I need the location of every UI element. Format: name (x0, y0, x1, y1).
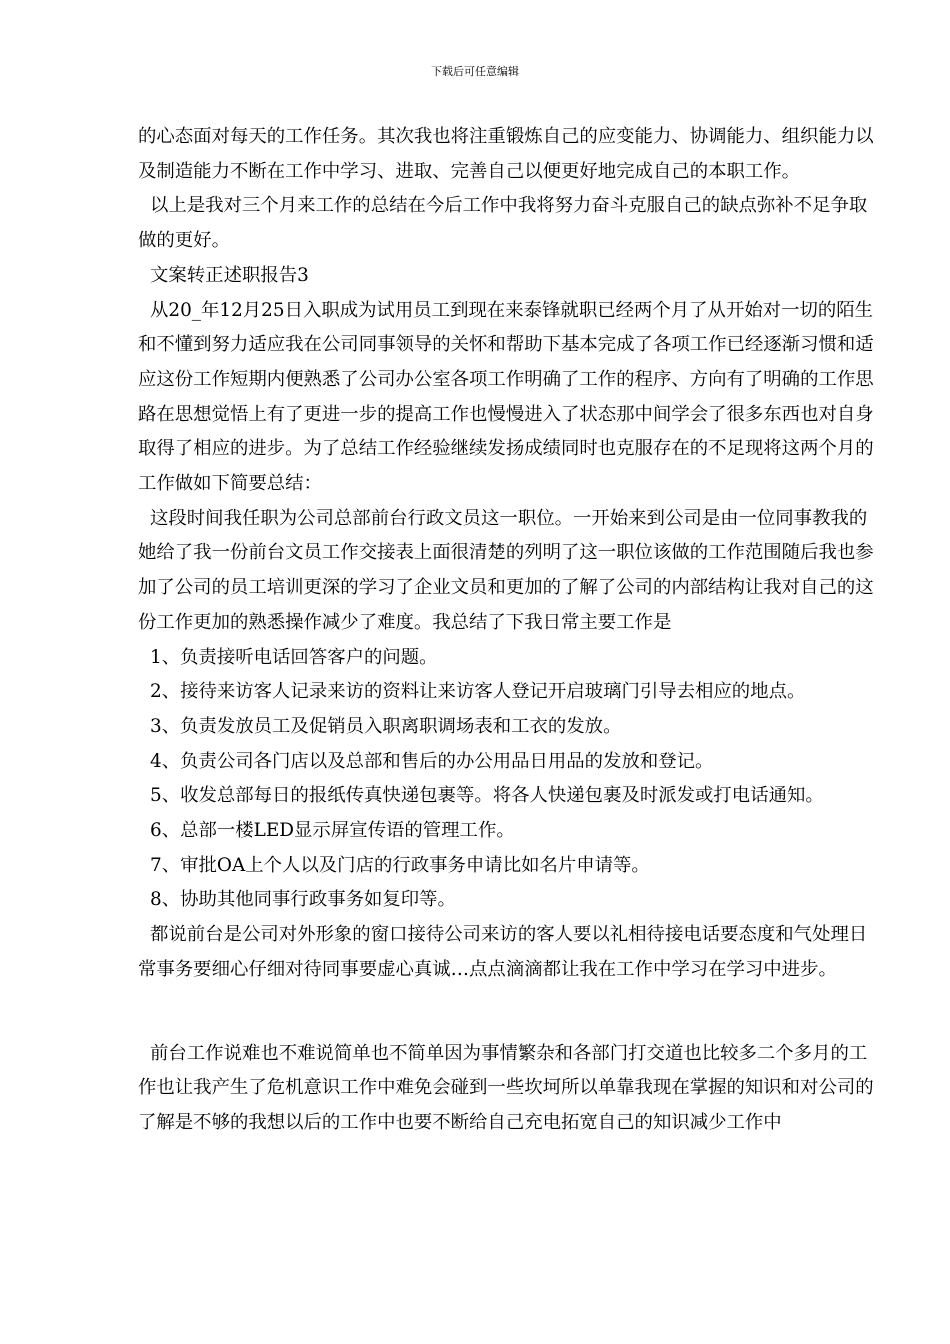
paragraph-spacer (138, 988, 884, 1037)
paragraph-role: 这段时间我任职为公司总部前台行政文员这一职位。一开始来到公司是由一位同事教我的她给了我一份前台文员工作交接表上面很清楚的列明了这一职位该做的工作范围随后我也参加了公司的员工培训更深的学习了企业文员和更加的了解了公司的内部结构让我对自己的这份工作更加的熟悉操作减少了难度。我总结了下我日常主要工作是 (138, 507, 874, 633)
paragraph-continuation: 的心态面对每天的工作任务。其次我也将注重锻炼自己的应变能力、协调能力、组织能力以及制造能力不断在工作中学习、进取、完善自己以便更好地完成自己的本职工作。 (138, 126, 874, 182)
document-body (138, 120, 884, 1141)
section-heading: 文案转正述职报告3 (150, 264, 309, 286)
list-item: 6、总部一楼LED显示屏宣传语的管理工作。 (150, 820, 515, 842)
list-item: 8、协助其他同事行政事务如复印等。 (150, 889, 456, 911)
list-item: 4、负责公司各门店以及总部和售后的办公用品日用品的发放和登记。 (150, 750, 714, 772)
paragraph-front-desk: 都说前台是公司对外形象的窗口接待公司来访的客人要以礼相待接电话要态度和气处理日常事务要细心仔细对待同事要虚心真诚…点点滴滴都让我在工作中学习在学习中进步。 (138, 924, 868, 980)
list-item: 7、审批OA上个人以及门店的行政事务申请比如名片申请等。 (150, 854, 650, 876)
page-header: 下载后可任意编辑 (431, 65, 519, 78)
paragraph-intro: 从20_年12月25日入职成为试用员工到现在来泰锋就职已经两个月了从开始对一切的陌生和不懂到努力适应我在公司同事领导的关怀和帮助下基本完成了各项工作已经逐渐习惯和适应这份工作短期内便熟悉了公司办公室各项工作明确了工作的程序、方向有了明确的工作思路在思想觉悟上有了更进一步的提高工作也慢慢进入了状态那中间学会了很多东西也对自身取得了相应的进步。为了总结工作经验继续发扬成绩同时也克服存在的不足现将这两个月的工作做如下简要总结： (138, 299, 874, 495)
list-item: 2、接待来访客人记录来访的资料让来访客人登记开启玻璃门引导去相应的地点。 (150, 681, 806, 703)
paragraph-reflection: 前台工作说难也不难说简单也不简单因为事情繁杂和各部门打交道也比较多二个多月的工作也让我产生了危机意识工作中难免会碰到一些坎坷所以单靠我现在掌握的知识和对公司的了解是不够的我想以后的工作中也要不断给自己充电拓宽自己的知识减少工作中 (138, 1042, 874, 1133)
list-item: 3、负责发放员工及促销员入职离职调场表和工衣的发放。 (150, 715, 622, 737)
paragraph-summary: 以上是我对三个月来工作的总结在今后工作中我将努力奋斗克服自己的缺点弥补不足争取做的更好。 (138, 195, 868, 252)
list-item: 5、收发总部每日的报纸传真快递包裹等。将各人快递包裹及时派发或打电话通知。 (150, 785, 824, 807)
list-item: 1、负责接听电话回答客户的问题。 (150, 646, 438, 668)
